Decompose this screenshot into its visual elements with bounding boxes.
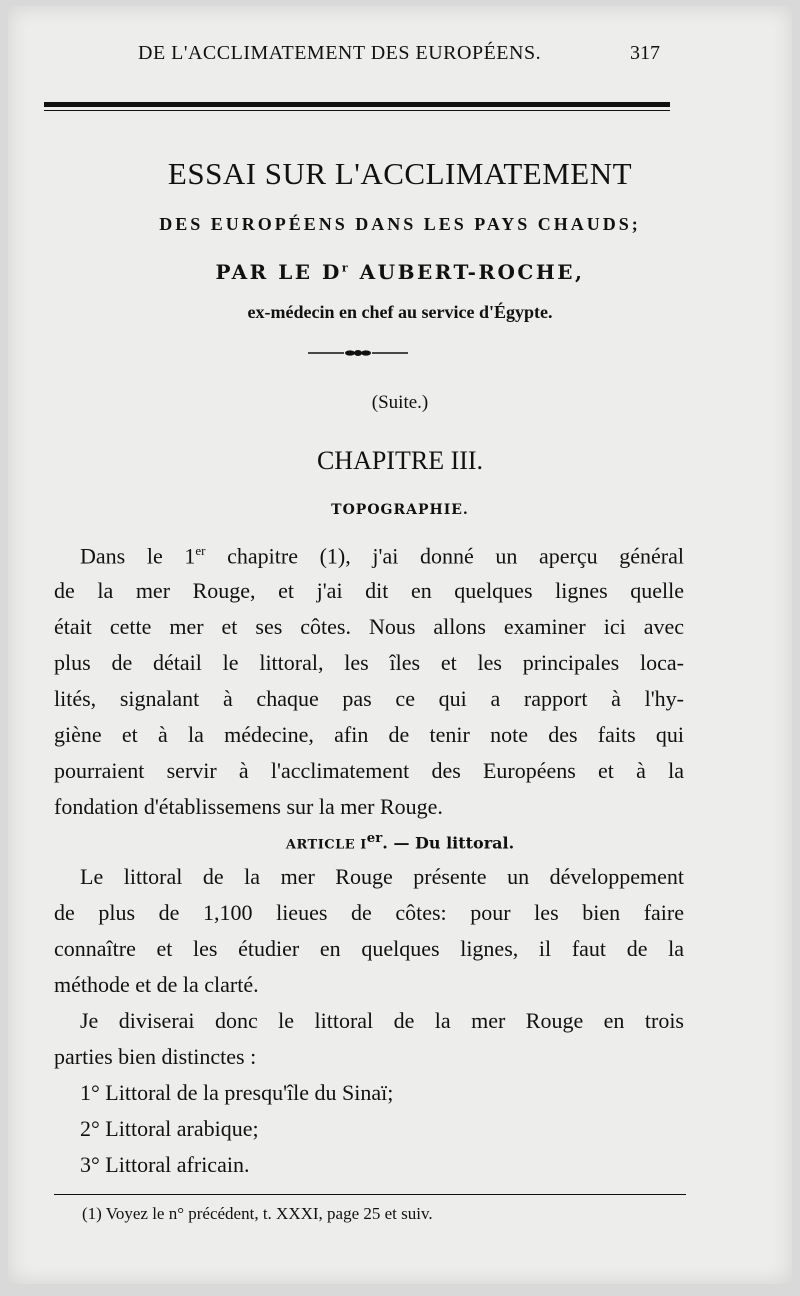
author-name: AUBERT-ROCHE, — [350, 260, 585, 284]
paragraph-2-last-line: méthode et de la clarté. — [54, 972, 259, 997]
paragraph-1-line: était cette mer et ses côtes. Nous allons examiner ici avec — [54, 614, 684, 639]
chapter-heading: CHAPITRE III. — [316, 446, 484, 475]
header-rule-thin — [44, 110, 670, 111]
list-item: 1° Littoral de la presqu'île du Sinaï; — [80, 1080, 394, 1105]
paragraph-1-line: plus de détail le littoral, les îles et les principales loca- — [54, 650, 684, 675]
article-title-text: . — Du littoral. — [382, 833, 515, 853]
paragraph-1-line-1 — [80, 544, 684, 567]
article-label: ARTICLE I — [285, 837, 367, 853]
p1-line1-b: chapitre (1), j'ai donné un aperçu général — [205, 543, 684, 569]
author-role: ex-médecin en chef au service d'Égypte. — [247, 302, 553, 322]
p1-line1-num: 1 — [184, 543, 196, 569]
footnote-rule — [54, 1194, 686, 1195]
footnote: (1) Voyez le n° précédent, t. XXXI, page 25 et suiv. — [82, 1204, 433, 1223]
article-subtitle: DES EUROPÉENS DANS LES PAYS CHAUDS; — [159, 214, 641, 234]
paragraph-3-line: Je diviserai donc le littoral de la mer Rouge en trois — [80, 1008, 684, 1033]
paragraph-1-line: de la mer Rouge, et j'ai dit en quelques lignes quelle — [54, 578, 684, 603]
paragraph-1-line: pourraient servir à l'acclimatement des Européens et à la — [54, 758, 684, 783]
paragraph-1-line: giène et à la médecine, afin de tenir note des faits qui — [54, 722, 684, 747]
book-page — [8, 6, 792, 1284]
article-heading — [8, 830, 792, 852]
page-number: 317 — [630, 42, 660, 64]
continuation-label: (Suite.) — [371, 392, 429, 413]
header-rule-thick — [44, 102, 670, 107]
p1-line1-a: Dans le — [80, 543, 185, 569]
author-prefix: PAR LE D — [215, 260, 342, 284]
running-header: DE L'ACCLIMATEMENT DES EUROPÉENS. — [138, 42, 542, 64]
ornament-divider — [308, 349, 408, 357]
paragraph-2-line: Le littoral de la mer Rouge présente un développement — [80, 864, 684, 889]
section-heading: TOPOGRAPHIE. — [331, 502, 469, 518]
article-title: ESSAI SUR L'ACCLIMATEMENT — [167, 156, 633, 191]
list-item: 2° Littoral arabique; — [80, 1116, 259, 1141]
paragraph-2-line: connaître et les étudier en quelques lignes, il faut de la — [54, 936, 684, 961]
author-sup: r — [341, 261, 351, 275]
author-line — [8, 260, 792, 284]
paragraph-2-line: de plus de 1,100 lieues de côtes: pour les bien faire — [54, 900, 684, 925]
article-sup: er — [366, 830, 383, 846]
p1-line1-sup: er — [195, 543, 206, 558]
paragraph-1-last-line: fondation d'établissemens sur la mer Rouge. — [54, 794, 443, 819]
list-item: 3° Littoral africain. — [80, 1152, 250, 1177]
paragraph-3-last-line: parties bien distinctes : — [54, 1044, 257, 1069]
paragraph-1-line: lités, signalant à chaque pas ce qui a rapport à l'hy- — [54, 686, 684, 711]
